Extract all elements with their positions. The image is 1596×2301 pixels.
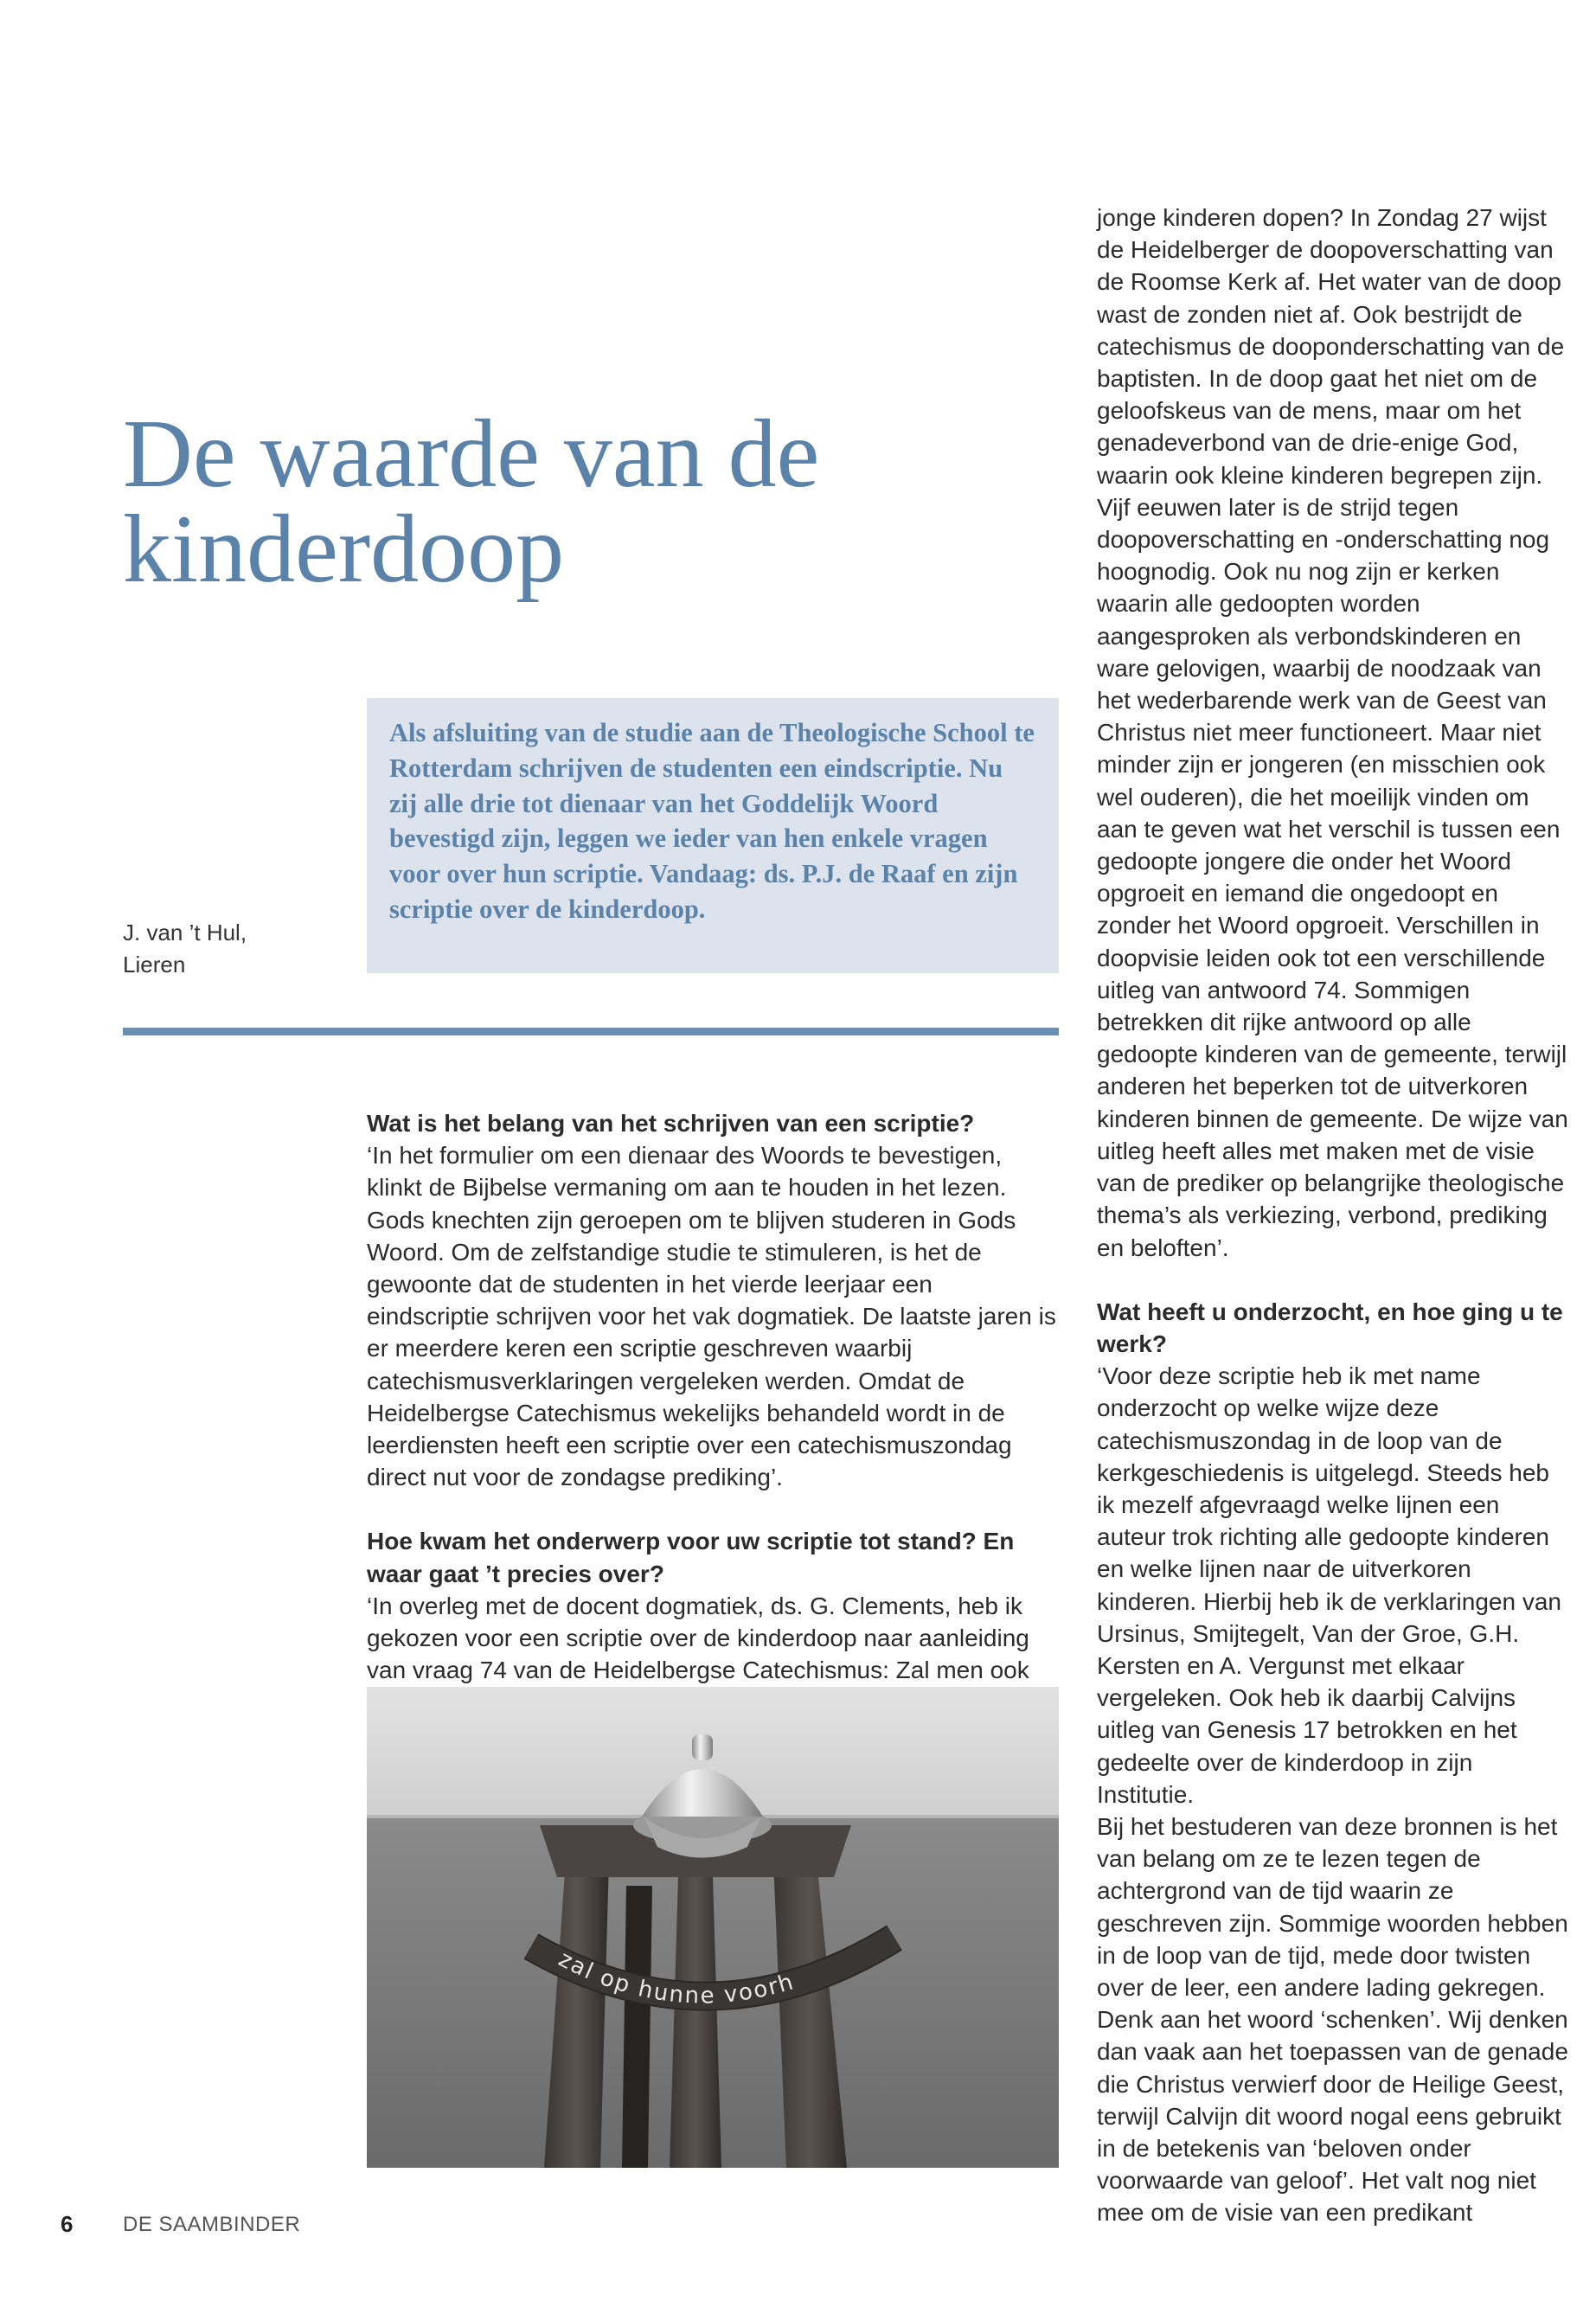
question-1: Wat is het belang van het schrijven van een scriptie?	[367, 1110, 975, 1137]
intro-box	[367, 698, 1059, 973]
engraved-text: zal op hunne voorh	[554, 1945, 798, 2009]
page-number: 6	[61, 2211, 74, 2237]
answer-1: ‘In het formulier om een dienaar des Woords te bevestigen, klinkt de Bijbelse vermaning om aan te houden in het lezen. Gods knechten zijn geroepen om te blijven studeren in Gods Woord. Om de zelfstandige studie te stimuleren, is het de gewoonte dat de studenten in het vierde leerjaar een eindscriptie schrijven voor het vak dogmatiek. De laatste jaren is er meerdere keren een scriptie geschreven waarbij catechismusverklaringen vergeleken werden. Omdat de Heidelbergse Catechismus wekelijks behandeld wordt in de leerdiensten heeft een scriptie over een catechismuszondag direct nut voor de zondagse prediking’.	[367, 1142, 1056, 1491]
question-2: Hoe kwam het onderwerp voor uw scriptie tot stand? En waar gaat ’t precies over?	[367, 1528, 1015, 1587]
title-line-2: kinderdoop	[123, 496, 565, 603]
article-title	[123, 401, 1031, 603]
answer-3-paragraph-2: Bij het bestuderen van deze bronnen is het van belang om ze te lezen tegen de achtergrond van de tijd waarin ze geschreven zijn. Sommige woorden hebben in de loop van de tijd, mede door twisten over de leer, een andere lading gekregen. Denk aan het woord ‘schenken’. Wij denken dan vaak aan het toepassen van de genade die Christus verwierf door de Heilige Geest, terwijl Calvijn dit woord nogal eens gebruikt in de betekenis van ‘beloven onder voorwaarde van geloof’. Het valt nog niet mee om de visie van een predikant	[1097, 1812, 1568, 2227]
middle-column	[367, 1107, 1059, 1719]
author-name: J. van ’t Hul,	[123, 920, 247, 945]
answer-2-continued: jonge kinderen dopen? In Zondag 27 wijst de Heidelberger de doopoverschatting van de Roomse Kerk af. Het water van de doop wast de zonden niet af. Ook bestrijdt de catechismus de dooponderschatting van de baptisten. In de doop gaat het niet om de geloofskeus van de mens, maar om het genadeverbond van de drie-enige God, waarin ook kleine kinderen begrepen zijn. Vijf eeuwen later is de strijd tegen doopoverschatting en -onderschatting nog hoognodig. Ook nu nog zijn er kerken waarin alle gedoopten worden aangesproken als verbondskinderen en ware gelovigen, waarbij de noodzaak van het wederbarende werk van de Geest van Christus niet meer functioneert. Maar niet minder zijn er jongeren (en misschien ook wel ouderen), die het moeilijk vinden om aan te geven wat het verschil is tussen een gedoopte jongere die onder het Woord opgroeit en iemand die ongedoopt en zonder het Woord opgroeit. Verschillen in doopvisie leiden ook tot een verschillende uitleg van antwoord 74. Sommigen betrekken dit rijke antwoord op alle gedoopte kinderen van de gemeente, terwijl anderen het beperken tot de uitverkoren kinderen binnen de gemeente. De wijze van uitleg heeft alles met maken met de visie van de prediker op belangrijke theologische thema’s als verkiezing, verbond, prediking en beloften’.	[1097, 204, 1568, 1261]
author-place: Lieren	[123, 952, 186, 977]
author-byline	[123, 917, 339, 981]
question-3: Wat heeft u onderzocht, en hoe ging u te werk?	[1097, 1298, 1563, 1357]
divider-rule	[123, 1028, 1059, 1035]
answer-3: ‘Voor deze scriptie heb ik met name onderzocht op welke wijze deze catechismuszondag in de loop van de kerkgeschiedenis is uitgelegd. Steeds heb ik mezelf afgevraagd welke lijnen een auteur trok richting alle gedoopte kinderen en welke lijnen naar de uitverkoren kinderen. Hierbij heb ik de verklaringen van Ursinus, Smijtegelt, Van der Groe, G.H. Kersten en A. Vergunst met elkaar vergeleken. Ook heb ik daarbij Calvijns uitleg van Genesis 17 betrokken en het gedeelte over de kinderdoop in zijn Institutie.	[1097, 1362, 1561, 1808]
baptismal-font-photo	[367, 1687, 1059, 2168]
right-column	[1097, 202, 1568, 2229]
intro-text: Als afsluiting van de studie aan de Theologische School te Rotterdam schrijven de studenten een eindscriptie. Nu zij alle drie tot dienaar van het Goddelijk Woord bevestigd zijn, leggen we ieder van hen enkele vragen voor over hun scriptie. Vandaag: ds. P.J. de Raaf en zijn scriptie over de kinderdoop.	[389, 718, 1035, 924]
answer-2: ‘In overleg met de docent dogmatiek, ds. G. Clements, heb ik gekozen voor een scriptie over de kinderdoop naar aanleiding van vraag 74 van de Heidelbergse Catechismus: Zal men ook	[367, 1592, 1029, 1684]
publication-name: DE SAAMBINDER	[123, 2213, 301, 2236]
title-line-1: De waarde van de	[123, 401, 820, 508]
